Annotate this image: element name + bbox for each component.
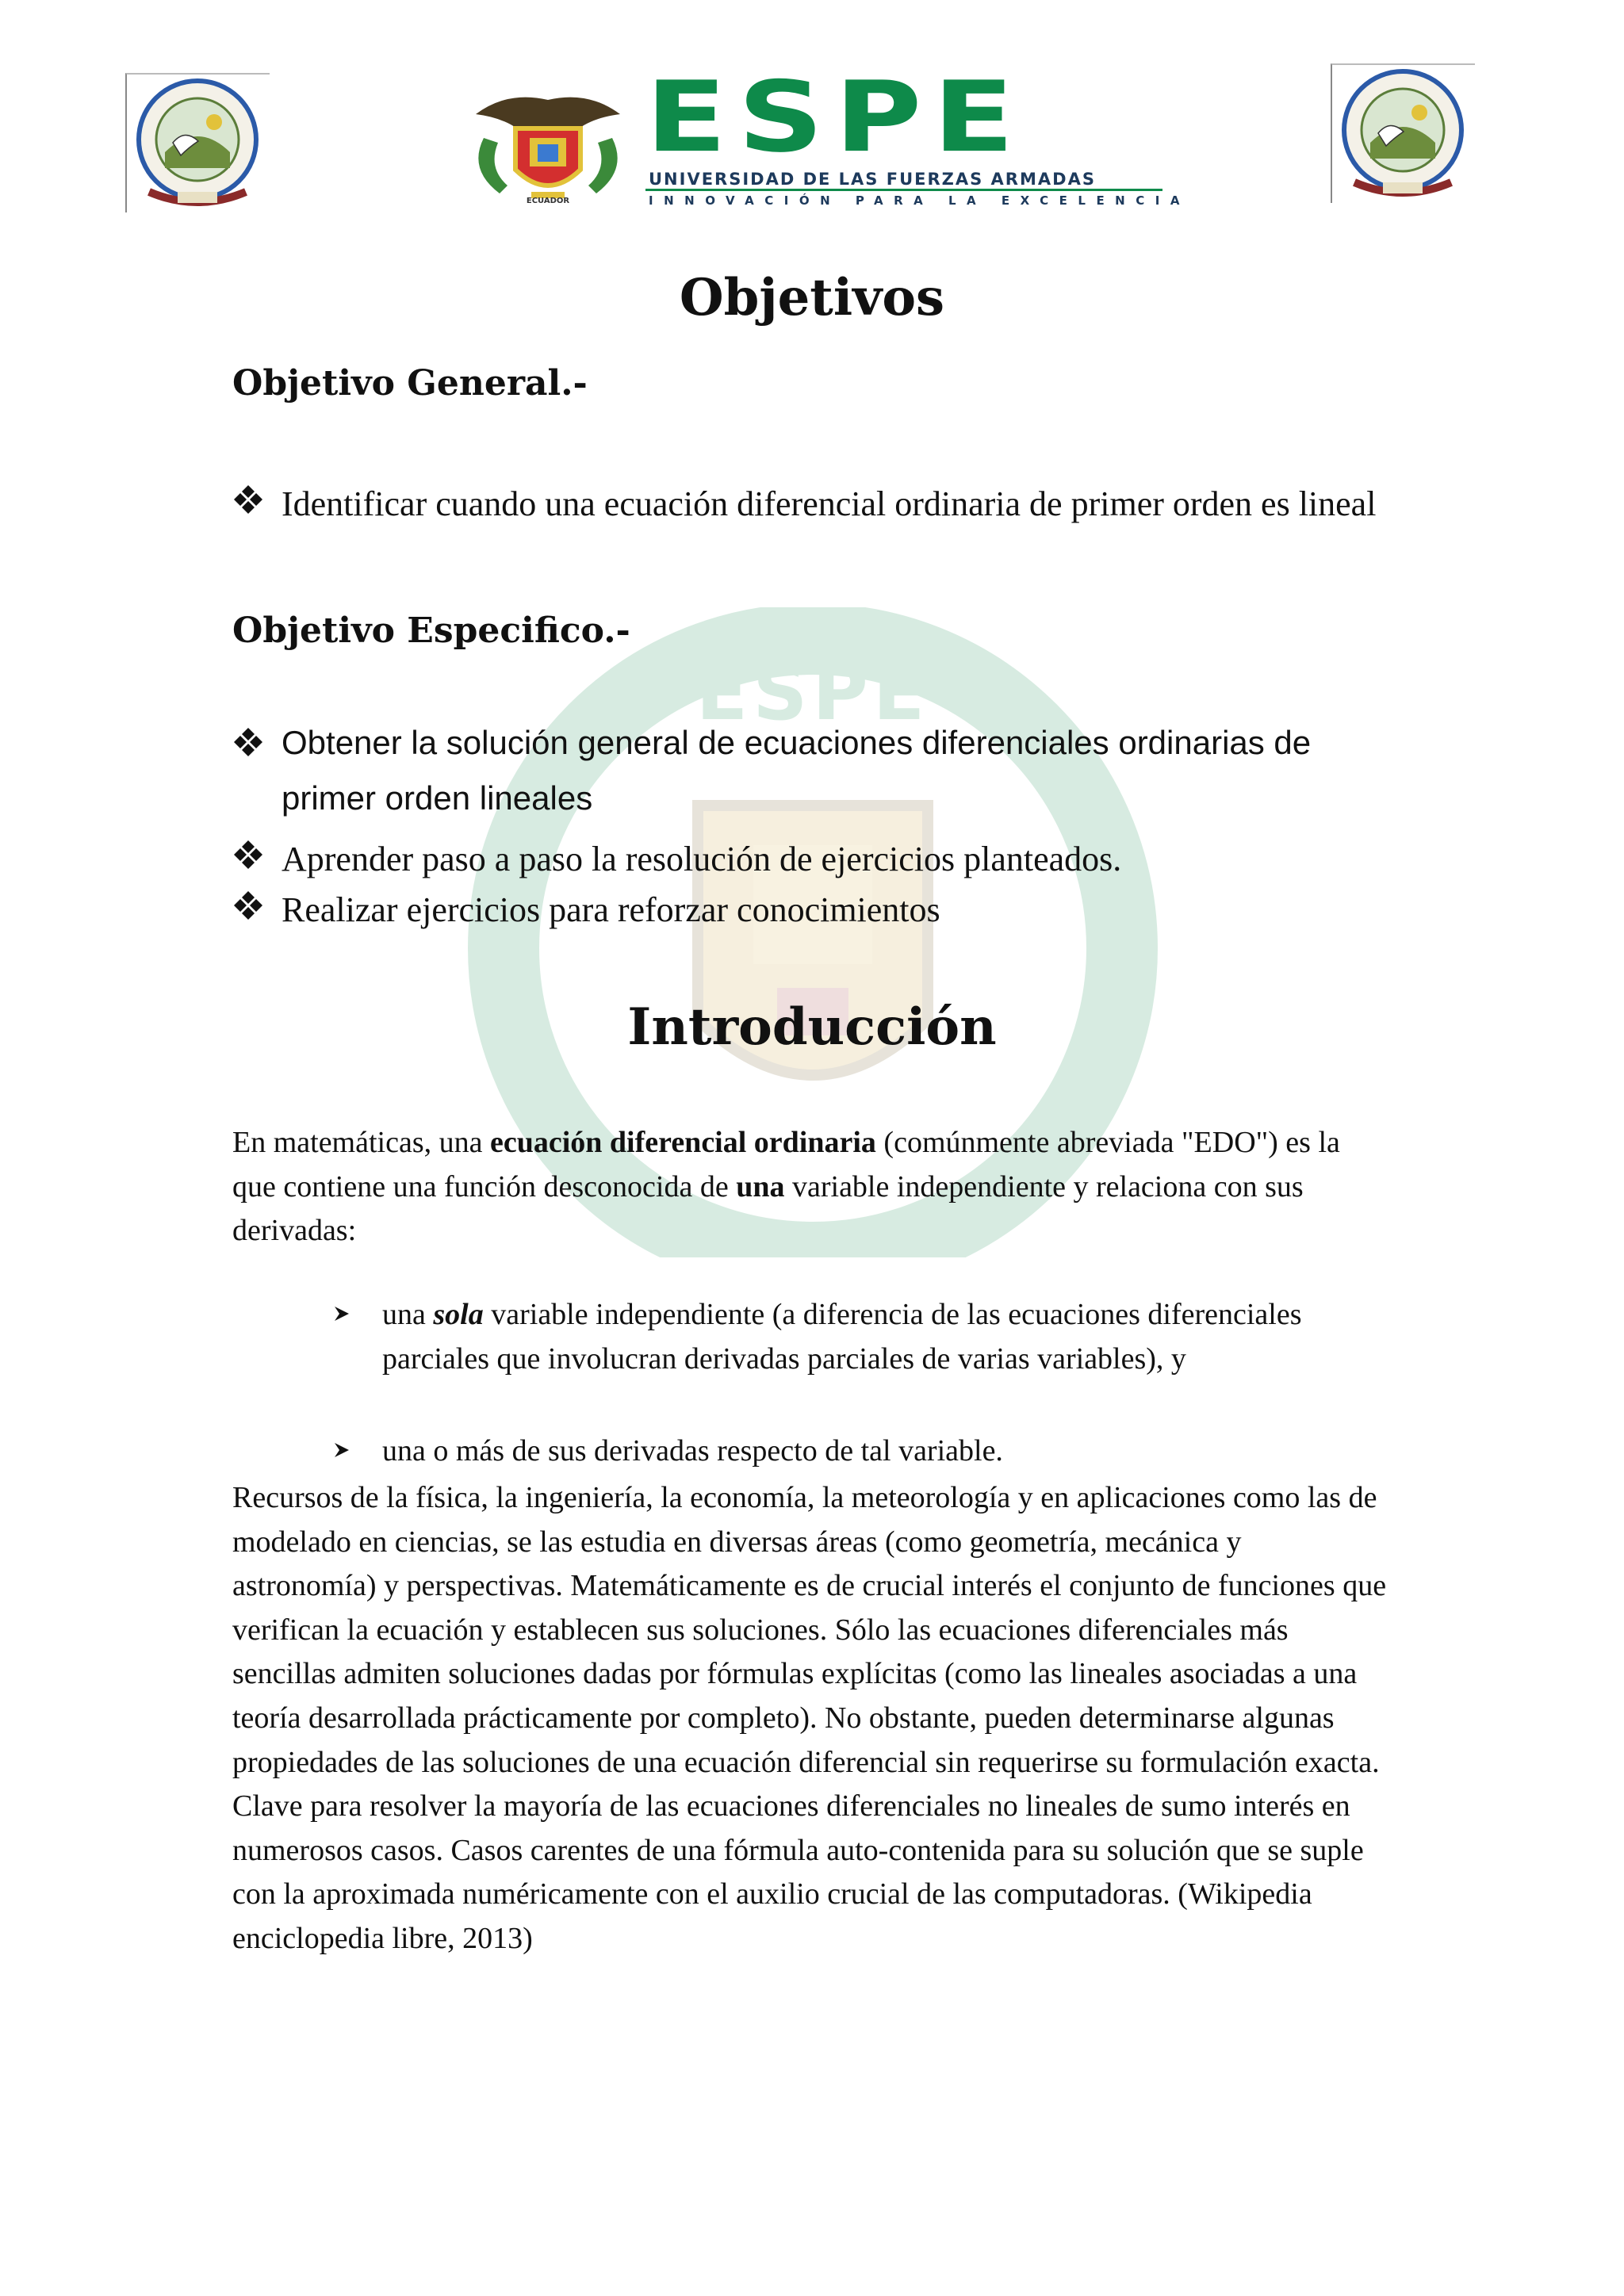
intro-paragraph-1: En matemáticas, una ecuación diferencial ordinaria (comúnmente abreviada "EDO") es la que contiene una función desconocida de una variable independiente y relaciona con sus derivadas: (232, 1126, 1340, 1248)
objetivos-title: Objetivos (679, 268, 945, 327)
diamond-bullet-icon (232, 726, 264, 758)
list-item (333, 1292, 1364, 1427)
seal-left-logo (125, 73, 270, 212)
list-item (232, 834, 1390, 885)
seal-right-logo (1331, 63, 1475, 203)
university-name: UNIVERSIDAD DE LAS FUERZAS ARMADAS (649, 170, 1096, 189)
crest-label: ECUADOR (526, 197, 570, 205)
intro-list-item-2: una o más de sus derivadas respecto de tal variable. (382, 1434, 1003, 1468)
term-una: una (736, 1169, 785, 1203)
list-item (232, 721, 1390, 832)
espe-wordmark-logo (645, 60, 1190, 209)
introduccion-title: Introducción (627, 997, 997, 1057)
logo-rule (645, 189, 1162, 191)
objetivo-especifico-heading: Objetivo Especifico.- (232, 610, 630, 651)
list-item (232, 479, 1390, 582)
intro-paragraph-2: Recursos de la física, la ingeniería, la economía, la meteorología y en aplicaciones como las de modelado en ciencias, se las estudia en diversas áreas (como geometría, mecánica y astronomía) y perspectivas. Matemáticamente es de crucial interés el conjunto de funciones que verifican la ecuación y establecen sus soluciones. Sólo las ecuaciones diferenciales más sencillas admiten soluciones dadas por fórmulas explícitas (como las lineales asociadas a una teoría desarrollada prácticamente por completo). No obstante, pueden determinarse algunas propiedades de las soluciones de una ecuación diferencial sin requerirse su formulación exacta. Clave para resolver la mayoría de las ecuaciones diferenciales no lineales de sumo interés en numerosos casos. Casos carentes de una fórmula auto-contenida para su solución que se suple con la aproximada numéricamente con el auxilio crucial de las computadoras. (Wikipedia enciclopedia libre, 2013) (232, 1481, 1387, 1955)
list-item (232, 885, 1390, 936)
espe-crest-logo (460, 82, 636, 209)
diamond-bullet-icon (232, 839, 264, 871)
objetivo-general-heading: Objetivo General.- (232, 363, 588, 404)
watermark-text: ESPE (695, 649, 930, 737)
diamond-bullet-icon (232, 890, 264, 921)
objetivo-general-item: Identificar cuando una ecuación diferencial ordinaria de primer orden es lineal (282, 484, 1377, 523)
header (0, 0, 1624, 222)
term-edo: ecuación diferencial ordinaria (490, 1126, 876, 1159)
university-motto: INNOVACIÓN PARA LA EXCELENCIA (649, 193, 1190, 208)
arrow-bullet-icon (333, 1441, 350, 1459)
objetivo-especifico-item: Obtener la solución general de ecuaciones diferenciales ordinarias de primer orden lineales (282, 724, 1312, 817)
espe-wordmark: ESPE (645, 60, 1025, 174)
arrow-bullet-icon (333, 1305, 350, 1322)
diamond-bullet-icon (232, 484, 264, 515)
intro-list-item-1: una sola variable independiente (a diferencia de las ecuaciones diferenciales parciales que involucran derivadas parciales de varias variables), y (382, 1298, 1302, 1376)
term-sola: sola (433, 1298, 484, 1331)
objetivo-especifico-item: Realizar ejercicios para reforzar conocimientos (282, 890, 940, 929)
objetivo-especifico-item: Aprender paso a paso la resolución de ejercicios planteados. (282, 840, 1122, 878)
list-item (333, 1429, 1364, 1476)
